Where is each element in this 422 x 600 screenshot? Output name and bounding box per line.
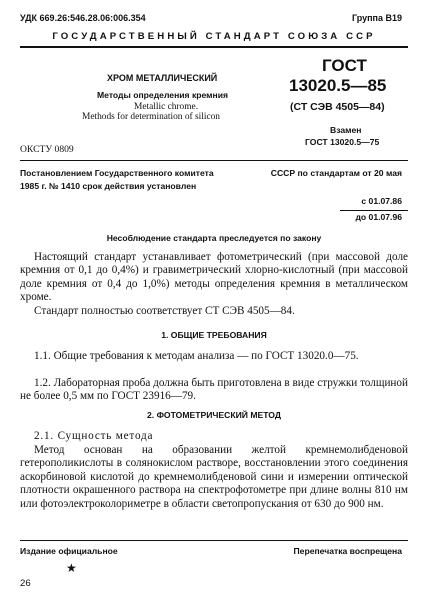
decree-line1-left: Постановлением Государственного комитета xyxy=(20,168,214,178)
section-1-paragraph-2: 1.2. Лабораторная проба должна быть приготовлена в виде стружки толщиной не более 0,5 мм по ГОСТ 23916—79. xyxy=(20,377,409,403)
section-2-subheading: 2.1. Сущность метода xyxy=(34,430,154,442)
footer-rule xyxy=(20,540,408,541)
section-1-paragraph-1: 1.1. Общие требования к методам анализа — по ГОСТ 13020.0—75. xyxy=(34,350,359,362)
reprint-prohibited: Перепечатка воспрещена xyxy=(293,546,402,556)
intro-paragraph-1: Настоящий стандарт устанавливает фотометрический (при массовой доле кремния от 0,1 до 0,4%) и гравиметрический хлорно-кислотный (при массовой доле кремния от 0,4 до 1,0%) методы определения кремния в металлическом хроме. xyxy=(20,251,408,304)
section-2-heading: 2. ФОТОМЕТРИЧЕСКИЙ МЕТОД xyxy=(147,410,281,420)
gost-number: 13020.5—85 xyxy=(289,76,387,95)
validity-separator xyxy=(340,210,408,211)
okstu-code: ОКСТУ 0809 xyxy=(20,144,74,155)
intro-paragraph-2: Стандарт полностью соответствует СТ СЭВ 4505—84. xyxy=(34,305,295,317)
udk-code: УДК 669.26:546.28.06:006.354 xyxy=(20,13,146,23)
legal-notice: Несоблюдение стандарта преследуется по закону xyxy=(106,233,322,243)
validity-from: с 01.07.86 xyxy=(361,196,402,206)
decree-line2: 1985 г. № 1410 срок действия установлен xyxy=(20,181,197,191)
decree-line1-right: СССР по стандартам от 20 мая xyxy=(270,168,402,178)
title-ru: ХРОМ МЕТАЛЛИЧЕСКИЙ xyxy=(107,73,218,83)
official-edition: Издание официальное xyxy=(20,546,118,556)
gost-label: ГОСТ xyxy=(322,56,367,75)
replaces-label: Взамен xyxy=(330,125,362,135)
st-sev-reference: (СТ СЭВ 4505—84) xyxy=(290,101,385,113)
header-rule xyxy=(20,46,408,48)
title-en-2: Methods for determination of silicon xyxy=(82,112,220,122)
section-2-paragraph-1: Метод основан на образовании желтой кремнемолибденовой гетерополикислоты в солянокислом растворе, восстановлении этого соединения аскорбиновой кислотой до кремнемолибденовой сини и измерении оптической плотности окрашенного раствора на спектрофотометре при длине волны 810 нм или фотоэлектроколориметре в области светопропускания от 630 до 900 нм. xyxy=(20,444,408,510)
standard-banner: ГОСУДАРСТВЕННЫЙ СТАНДАРТ СОЮЗА ССР xyxy=(52,31,376,42)
title-en-1: Metallic chrome. xyxy=(134,102,199,112)
subtitle-ru: Методы определения кремния xyxy=(97,90,229,100)
validity-to: до 01.07.96 xyxy=(355,212,402,222)
title-rule xyxy=(20,160,408,161)
section-1-heading: 1. ОБЩИЕ ТРЕБОВАНИЯ xyxy=(161,330,267,340)
star-icon: ★ xyxy=(66,561,77,575)
replaces-value: ГОСТ 13020.5—75 xyxy=(305,137,380,147)
group-code: Группа В19 xyxy=(351,13,402,23)
page-number: 26 xyxy=(20,578,31,589)
